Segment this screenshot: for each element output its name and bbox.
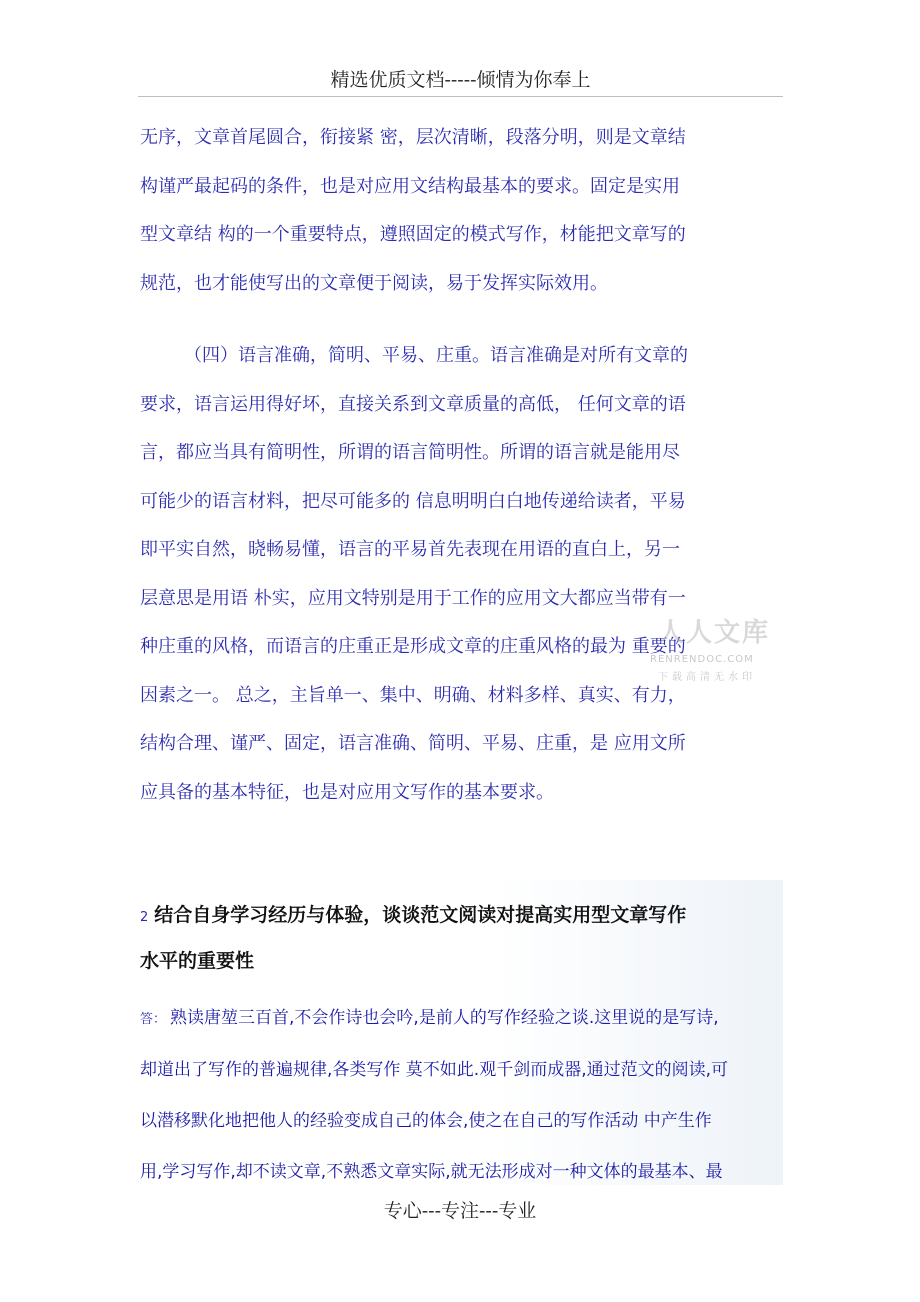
question-text: 结合自身学习经历与体验，谈谈范文阅读对提高实用型文章写作 xyxy=(154,904,687,926)
text-line: 构谨严最起码的条件，也是对应用文结构最基本的要求。固定是实用 xyxy=(140,175,680,197)
text-line: 即平实自然，晓畅易懂，语言的平易首先表现在用语的直白上，另一 xyxy=(140,539,680,560)
question-text: 水平的重要性 xyxy=(140,950,255,972)
paragraph-structure xyxy=(140,114,780,308)
text-line: 要求，语言运用得好坏，直接关系到文章质量的高低， 任何文章的语 xyxy=(140,393,686,415)
question-number: 2 xyxy=(140,910,149,925)
text-line: 可能少的语言材料，把尽可能多的 信息明明白白地传递给读者，平易 xyxy=(140,490,686,512)
question-line xyxy=(140,946,254,973)
answer-line: 以潜移默化地把他人的经验变成自己的体会,使之在自己的写作活动 中产生作 xyxy=(140,1111,712,1131)
answer-label: 答： xyxy=(140,1012,167,1027)
text-line: （四）语言准确，简明、平易、庄重。语言准确是对所有文章的 xyxy=(184,345,688,366)
answer-line: 用,学习写作,却不读文章,不熟悉文章实际,就无法形成对一种文体的最基本、最 xyxy=(140,1162,723,1182)
answer-line: 却道出了写作的普遍规律,各类写作 莫不如此.观千剑而成器,通过范文的阅读,可 xyxy=(140,1060,729,1080)
text-line: 结构合理、谨严、固定，语言准确、简明、平易、庄重，是 应用文所 xyxy=(140,733,686,754)
text-line: 规范，也才能使写出的文章便于阅读，易于发挥实际效用。 xyxy=(140,272,608,294)
watermark-domain: RENRENDOC.COM xyxy=(650,654,754,665)
text-line: 层意思是用语 朴实，应用文特别是用于工作的应用文大都应当带有一 xyxy=(140,587,686,609)
answer-block xyxy=(140,993,780,1198)
text-line: 型文章结 构的一个重要特点，遵照固定的模式写作，材能把文章写的 xyxy=(140,224,686,245)
paragraph-language xyxy=(140,332,780,817)
watermark-title: 人人文库 xyxy=(658,618,771,648)
text-line: 无序，文章首尾圆合，衔接紧 密，层次清晰，段落分明，则是文章结 xyxy=(140,127,686,148)
watermark-logo xyxy=(650,612,780,684)
watermark-slogan: 下载高清无水印 xyxy=(658,672,756,683)
page-header: 精选优质文档-----倾情为你奉上 xyxy=(138,66,783,97)
question-line xyxy=(140,900,686,927)
text-line: 因素之一。 总之，主旨单一、集中、明确、材料多样、真实、有力， xyxy=(140,684,686,706)
page-footer: 专心---专注---专业 xyxy=(383,1200,537,1222)
text-line: 言，都应当具有简明性，所谓的语言简明性。所谓的语言就是能用尽 xyxy=(140,442,680,463)
text-line: 种庄重的风格，而语言的庄重正是形成文章的庄重风格的最为 重要的 xyxy=(140,636,686,657)
text-line: 应具备的基本特征，也是对应用文写作的基本要求。 xyxy=(140,781,554,803)
answer-line xyxy=(140,993,780,1045)
answer-text: 熟读唐堃三百首,不会作诗也会吟,是前人的写作经验之谈.这里说的是写诗, xyxy=(170,1008,719,1028)
